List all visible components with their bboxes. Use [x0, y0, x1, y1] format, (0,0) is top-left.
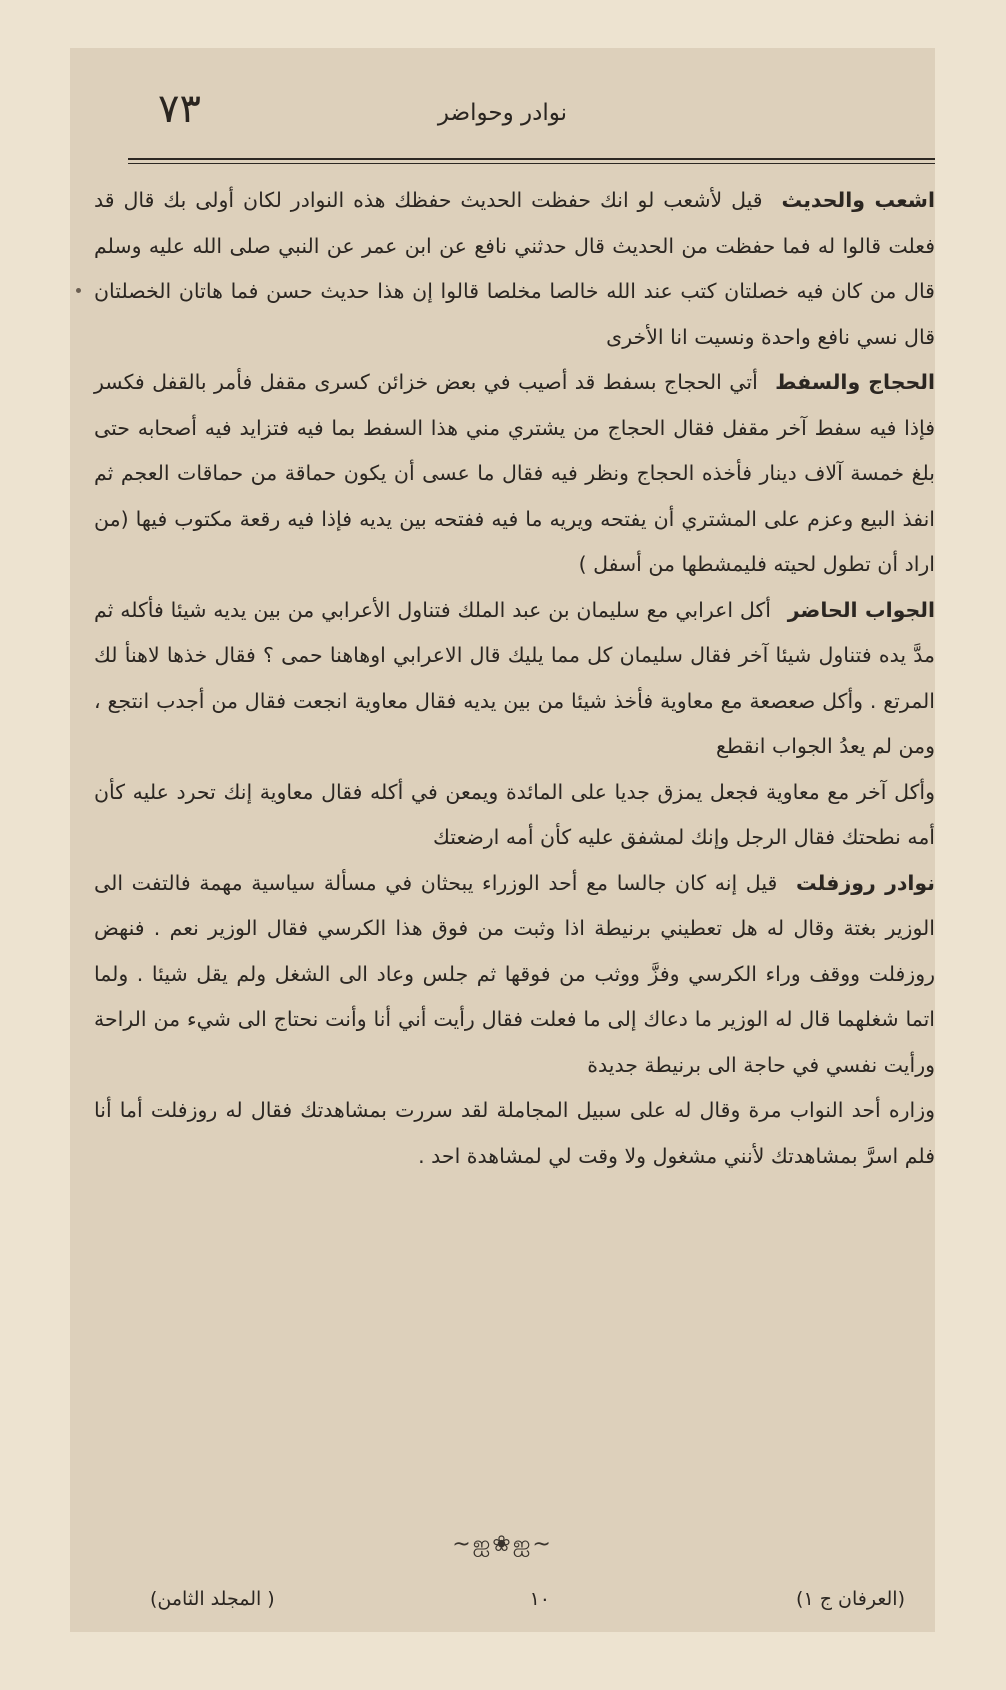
section-heading: نوادر روزفلت: [795, 870, 935, 895]
header-rule-thin: [128, 163, 935, 164]
section-roosevelt: [94, 861, 935, 1089]
page-footer: [150, 1588, 905, 1618]
section-text: قيل لأشعب لو انك حفظت الحديث حفظك هذه النوادر لكان أولى بك قال قد فعلت قالوا له فما حفظت من الحديث قال حدثني نافع عن ابن عمر عن النبي صلى الله عليه وسلم قال من كان فيه خصلتان كتب عند الله خالصا مخلصا قالوا إن هذا حديث حسن فما هاتان الخصلتان قال نسي نافع واحدة ونسيت انا الأخرى: [94, 188, 935, 349]
footer-number: ١٠: [529, 1588, 550, 1610]
footer-journal: (العرفان ج ١): [796, 1588, 905, 1610]
paper-spot: [76, 288, 81, 293]
section-muawiya: [94, 770, 935, 861]
book-page: [70, 48, 935, 1632]
ornament-divider: ~ஐ❀ஐ~: [452, 1532, 553, 1557]
section-jawab: [94, 588, 935, 770]
running-title: نوادر وحواضر: [437, 100, 568, 126]
section-ashab: [94, 178, 935, 360]
section-heading: الجواب الحاضر: [787, 597, 935, 622]
section-text: أكل اعرابي مع سليمان بن عبد الملك فتناول الأعرابي من بين يديه شيئا فأكله ثم مدَّ يده فتناول شيئا آخر فقال سليمان كل مما يليك قال الاعرابي اوهاهنا حمى ؟ فقال خذها لاهنأ لك المرتع . وأكل صعصعة مع معاوية فأخذ شيئا من بين يديه فقال معاوية انجعت فقال من أجدب انتجع ، ومن لم يعدُ الجواب انقطع: [94, 597, 935, 758]
section-text: أتي الحجاج بسفط قد أصيب في بعض خزائن كسرى مقفل فأمر بالقفل فكسر فإذا فيه سفط آخر مقفل فقال الحجاج من يشتري مني هذا السفط بما فيه فتزايد فيه أصحابه حتى بلغ خمسة آلاف دينار فأخذه الحجاج ونظر فيه فقال ما عسى أن يكون حماقة من حماقات العجم ثم انفذ البيع وعزم على المشتري أن يفتحه ويريه ما فيه ففتحه بين يديه فإذا فيه رقعة مكتوب فيها (من اراد أن تطول لحيته فليمشطها من أسفل ): [94, 370, 935, 576]
section-hajjaj: [94, 360, 935, 588]
header-rule: [128, 158, 935, 160]
section-text: وأكل آخر مع معاوية فجعل يمزق جديا على المائدة ويمعن في أكله فقال معاوية إنك تحرد عليه كأن أمه نطحتك فقال الرجل وإنك لمشفق عليه كأن أمه ارضعتك: [94, 779, 935, 849]
body-text: [94, 178, 935, 1179]
section-heading: الحجاج والسفط: [775, 370, 935, 394]
section-text: وزاره أحد النواب مرة وقال له على سبيل المجاملة لقد سررت بمشاهدتك فقال له روزفلت أما أنا فلم اسرَّ بمشاهدتك لأنني مشغول ولا وقت لي لمشاهدة احد .: [94, 1098, 935, 1168]
section-heading: اشعب والحديث: [781, 188, 935, 212]
section-roosevelt-visit: [94, 1088, 935, 1179]
section-text: قيل إنه كان جالسا مع أحد الوزراء يبحثان في مسألة سياسية مهمة فالتفت الى الوزير بغتة وقال له هل تعطيني برنيطة اذا وثبت من فوق هذا الكرسي فقال الوزير نعم . فنهض روزفلت ووقف وراء الكرسي وفزَّ ووثب من فوقها ثم جلس وعاد الى الشغل ولم يقل شيئا . ولما اتما شغلهما قال له الوزير ما دعاك إلى ما فعلت فقال رأيت أني أنا وأنت نحتاج الى شيء من الراحة ورأيت نفسي في حاجة الى برنيطة جديدة: [94, 870, 935, 1077]
footer-volume: ( المجلد الثامن): [150, 1588, 275, 1610]
page-number: ٧٣: [158, 86, 201, 132]
